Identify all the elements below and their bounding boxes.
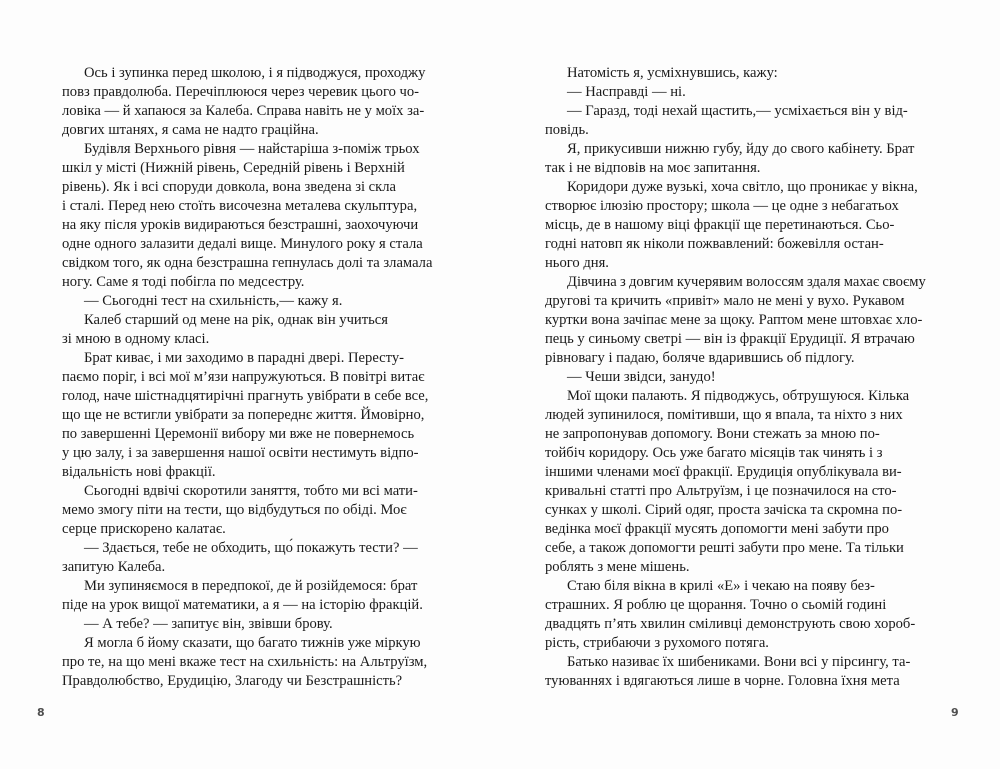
text-line: рість, стрибаючи з рухомого потяга. — [545, 635, 769, 651]
text-line: створює ілюзію простору; школа — це одне з небагатьох — [545, 198, 899, 214]
text-line: ведінка моєї фракції мусять допомогти мені забути про — [545, 521, 889, 537]
text-line: страшних. Я роблю це щорання. Точно о сьомій годині — [545, 597, 887, 613]
text-line: по завершенні Церемонії вибору ми вже не повернемось — [62, 426, 415, 442]
text-line: куртки вона зачіпає мене за щоку. Раптом мене штовхає хло- — [545, 312, 923, 328]
text-line: — Сьогодні тест на схильність,— кажу я. — [84, 293, 343, 309]
text-line: Коридори дуже вузькі, хоча світло, що проникає у вікна, — [567, 179, 918, 195]
text-line: голод, наче шістнадцятирічні прагнуть увібрати в себе все, — [62, 388, 429, 404]
text-line: — Здається, тебе не обходить, що́ покажуть тести? — — [84, 540, 418, 556]
text-line: повідь. — [545, 122, 589, 138]
page-number-left: 8 — [37, 706, 45, 719]
text-line: ловіка — й хапаюся за Калеба. Справа навіть не у моїх за- — [62, 103, 425, 119]
text-line: Брат киває, і ми заходимо в парадні двері. Пересту- — [84, 350, 404, 366]
text-line: рівень). Як і всі споруди довкола, вона зведена зі скла — [62, 179, 397, 195]
text-line: Я могла б йому сказати, що багато тижнів уже міркую — [84, 635, 421, 651]
text-line: Ми зупиняємося в передпокої, де й розійдемося: брат — [84, 578, 418, 594]
text-line: Ось і зупинка перед школою, і я підводжуся, проходжу — [84, 65, 426, 81]
text-line: — Чеши звідси, занудо! — [567, 369, 716, 385]
text-line: серце прискорено калатає. — [62, 521, 226, 537]
text-line: про те, на що мені вкаже тест на схильність: на Альтруїзм, — [62, 654, 428, 670]
text-line: шкіл у місті (Нижній рівень, Середній рівень і Верхній — [62, 160, 405, 176]
text-line: кривальні статті про Альтруїзм, і це позначилося на сто- — [545, 483, 897, 499]
text-line: Мої щоки палають. Я підводжусь, обтрушуюся. Кілька — [567, 388, 910, 404]
text-line: повз правдолюба. Перечіплююся через черевик цього чо- — [62, 84, 420, 100]
text-line: ногу. Саме я тоді побігла по медсестру. — [62, 274, 305, 290]
page-left-text — [62, 64, 443, 691]
text-line: другові та кричить «привіт» мало не мені у вухо. Рукавом — [545, 293, 905, 309]
text-line: Стаю біля вікна в крилі «Е» і чекаю на появу без- — [567, 578, 875, 594]
text-line: мемо змогу піти на тести, що відбудуться по обіді. Моє — [62, 502, 407, 518]
text-line: годні натовп як ніколи пожвавлений: божевілля остан- — [545, 236, 884, 252]
text-line: Натомість я, усміхнувшись, кажу: — [567, 65, 778, 81]
text-line: — Насправді — ні. — [567, 84, 686, 100]
text-line: Сьогодні вдвічі скоротили заняття, тобто ми всі мати- — [84, 483, 418, 499]
text-line: Батько називає їх шибениками. Вони всі у пірсингу, та- — [567, 654, 911, 670]
text-line: — Гаразд, тоді нехай щастить,— усміхається він у від- — [567, 103, 908, 119]
text-line: свідком того, як одна безстрашна гепнулась долі та зламала — [62, 255, 433, 271]
text-line: Я, прикусивши нижню губу, йду до свого кабінету. Брат — [567, 141, 915, 157]
text-line: пець у синьому светрі — він із фракції Ерудиції. Я втрачаю — [545, 331, 915, 347]
page-number-right: 9 — [951, 706, 959, 719]
text-line: довгих штанях, я сама не надто граційна. — [62, 122, 319, 138]
text-line: себе, а також допомогти решті забути про мене. Та тільки — [545, 540, 904, 556]
text-line: Калеб старший од мене на рік, однак він учиться — [84, 312, 388, 328]
text-line: що ще не встигли увібрати за попереднє життя. Ймовірно, — [62, 407, 425, 423]
text-line: на яку після уроків видираються безстрашні, заохочуючи — [62, 217, 419, 233]
text-line: — А тебе? — запитує він, звівши брову. — [84, 616, 333, 632]
text-line: запитую Калеба. — [62, 559, 166, 575]
text-line: і сталі. Перед нею стоїть височезна металева скульптура, — [62, 198, 418, 214]
text-line: Будівля Верхнього рівня — найстаріша з-поміж трьох — [84, 141, 420, 157]
text-line: не запропонував допомогу. Вони стежать за мною по- — [545, 426, 880, 442]
text-line: двадцять п’ять хвилин сміливці демонструють свою хороб- — [545, 616, 916, 632]
text-line: так і не відповів на моє запитання. — [545, 160, 761, 176]
text-line: тойбіч коридору. Ось уже багато місяців так чинять і з — [545, 445, 883, 461]
text-line: паємо поріг, і всі мої м’язи напружуються. В повітрі витає — [62, 369, 425, 385]
text-line: відальність нові фракції. — [62, 464, 216, 480]
text-line: іншими членами моєї фракції. Ерудиція опублікувала ви- — [545, 464, 902, 480]
text-line: нього дня. — [545, 255, 609, 271]
text-line: піде на урок вищої математики, а я — на історію фракцій. — [62, 597, 423, 613]
text-line: одне одного залазити дедалі вище. Минулого року я стала — [62, 236, 423, 252]
page-right-text — [545, 64, 926, 691]
text-line: місць, де в нашому віці фракції ще перетинаються. Сьо- — [545, 217, 895, 233]
text-line: Правдолюбство, Ерудицію, Злагоду чи Безстрашність? — [62, 673, 403, 689]
text-line: роблять з мене мішень. — [545, 559, 690, 575]
text-line: людей зупинилося, помітивши, що я впала, та ніхто з них — [545, 407, 903, 423]
text-line: Дівчина з довгим кучерявим волоссям здаля махає своєму — [567, 274, 926, 290]
text-line: туюваннях і вдягаються лише в чорне. Головна їхня мета — [545, 673, 900, 689]
text-line: сунках у школі. Сірий одяг, проста зачіска та скромна по- — [545, 502, 903, 518]
text-line: рівновагу і падаю, боляче вдарившись об підлогу. — [545, 350, 855, 366]
text-line: у цю залу, і за завершення нашої освіти нестимуть відпо- — [62, 445, 419, 461]
text-line: зі мною в одному класі. — [62, 331, 210, 347]
